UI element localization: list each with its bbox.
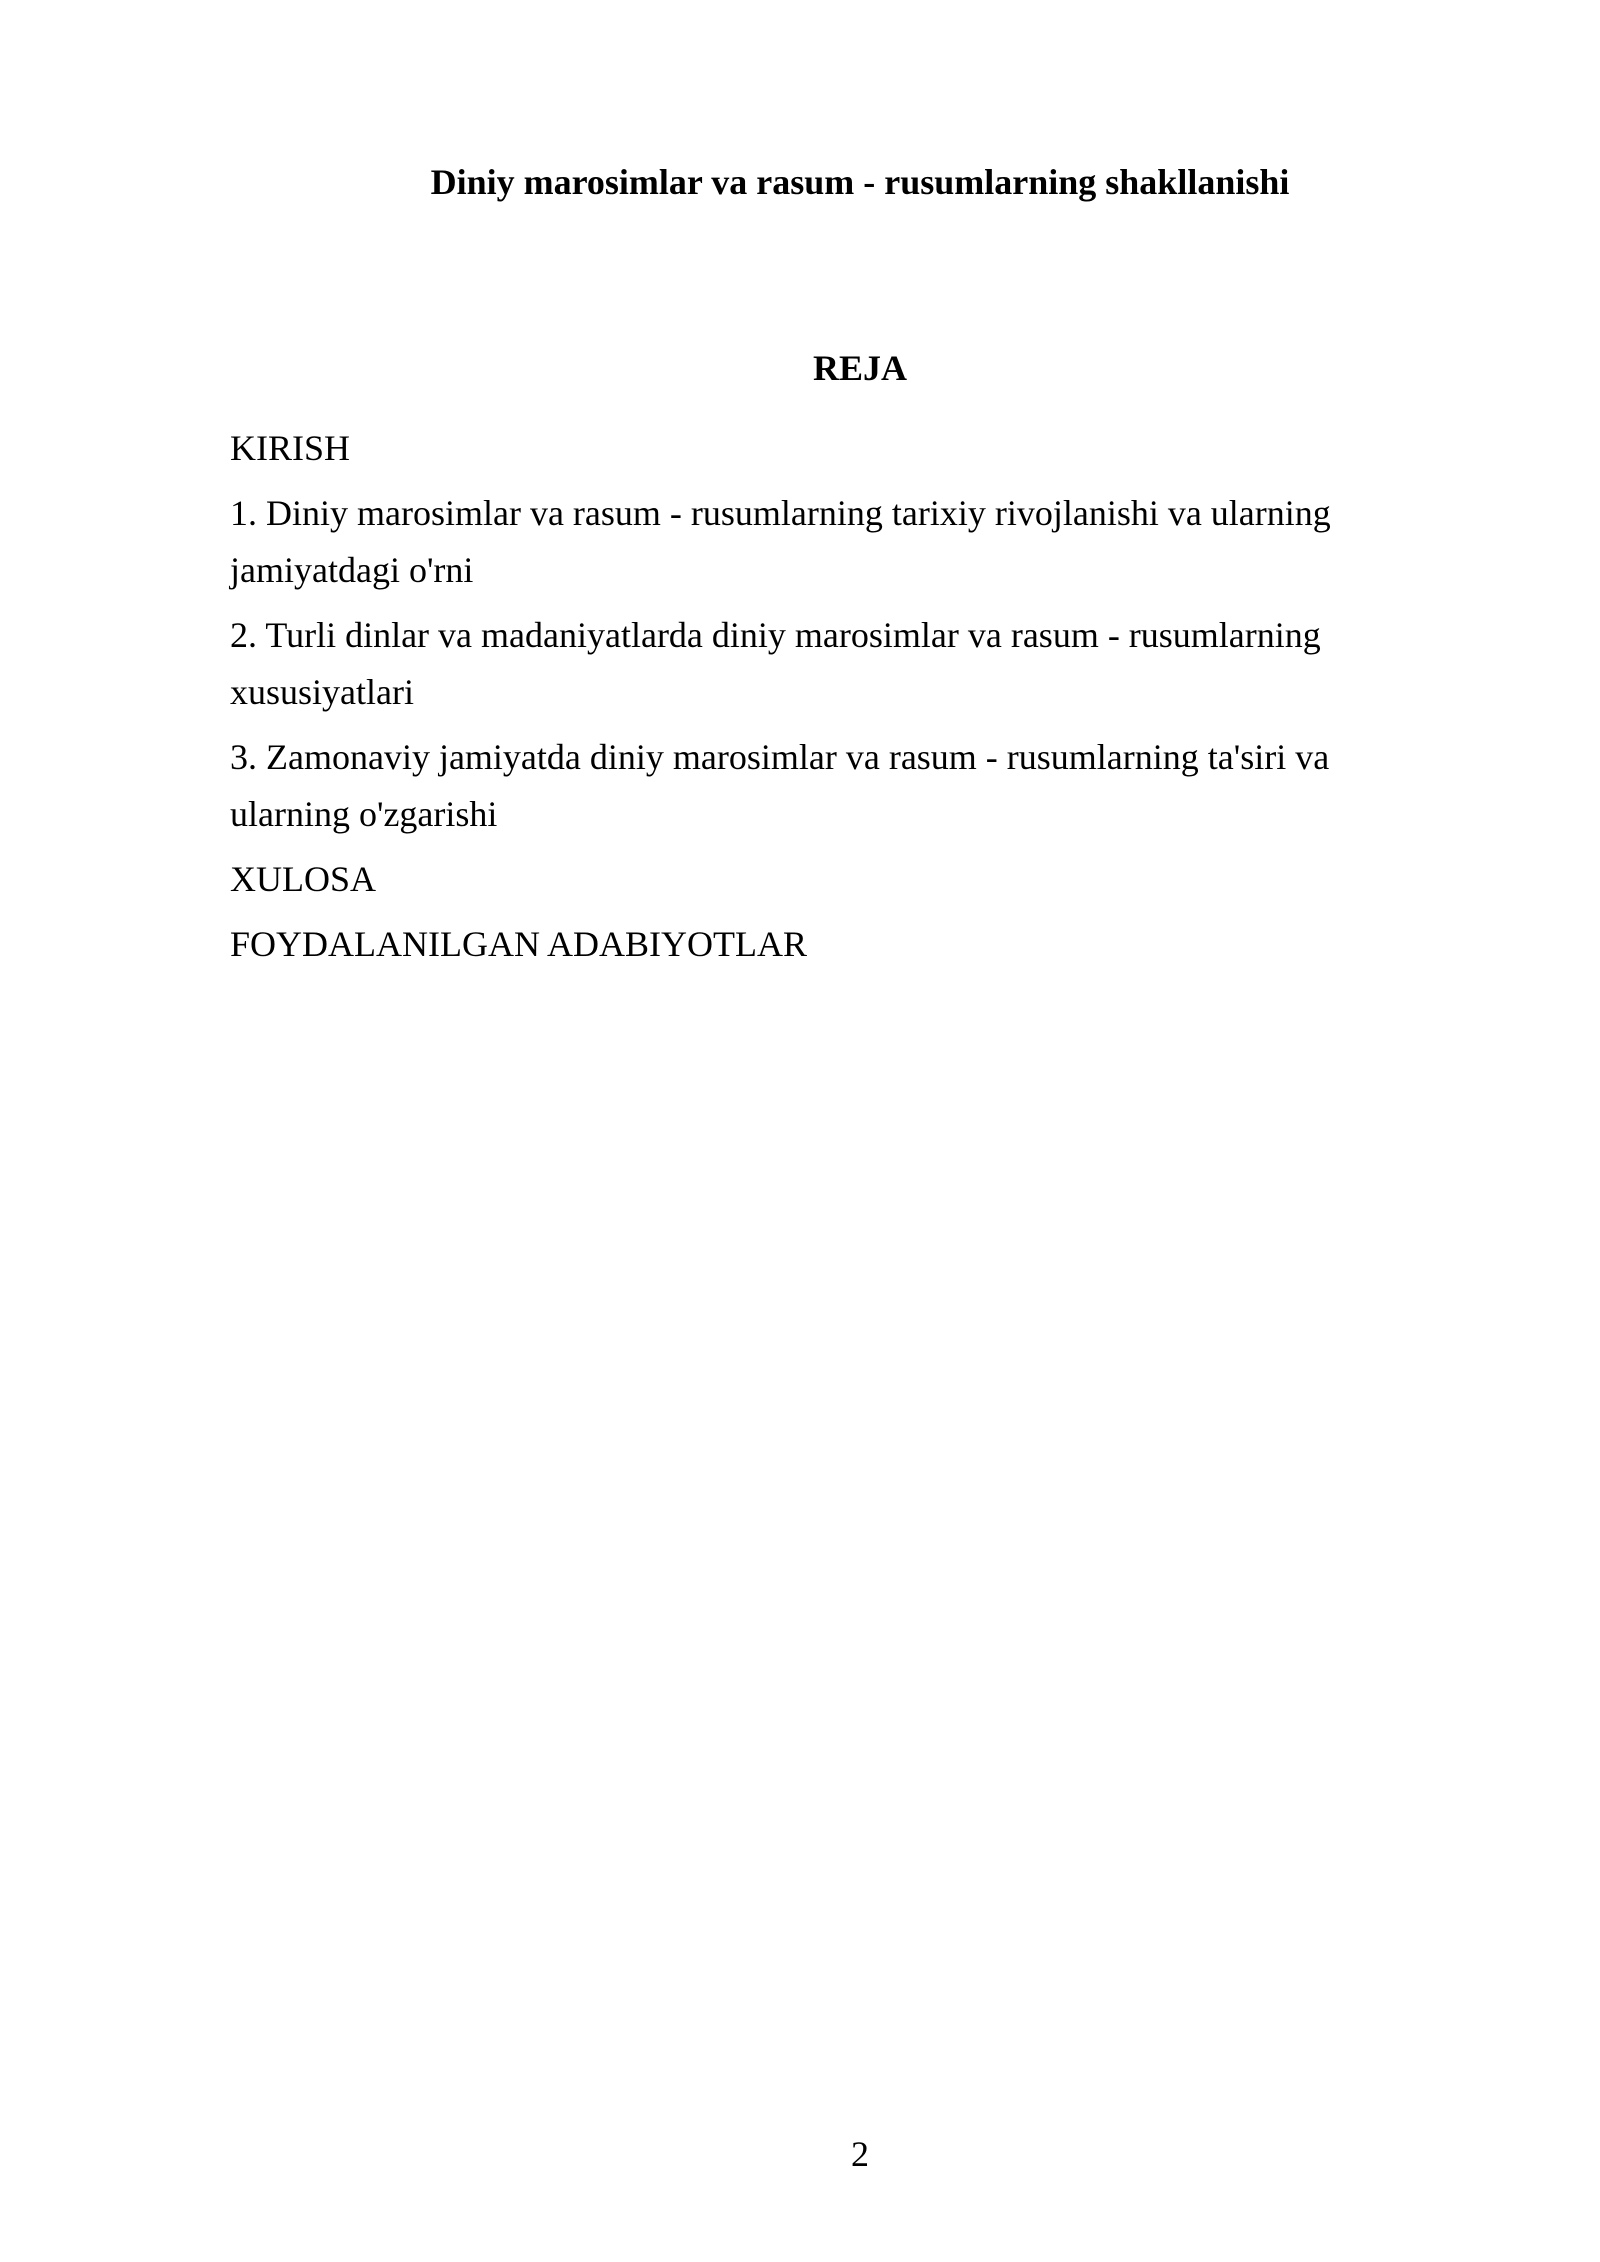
plan-heading: REJA	[812, 348, 907, 388]
plan-item-section-3: 3. Zamonaviy jamiyatda diniy marosimlar va rasum - rusumlarning ta'siri va ularning o'zgarishi	[230, 737, 1330, 834]
plan-item-section-2: 2. Turli dinlar va madaniyatlarda diniy marosimlar va rasum - rusumlarning xususiyatlari	[230, 615, 1321, 712]
page-number: 2	[851, 2134, 869, 2174]
plan-item-conclusion: XULOSA	[230, 859, 377, 899]
plan-item-introduction: KIRISH	[230, 428, 351, 468]
plan-list	[230, 420, 1400, 981]
document-title: Diniy marosimlar va rasum - rusumlarning shakllanishi	[430, 162, 1290, 202]
plan-item-references: FOYDALANILGAN ADABIYOTLAR	[230, 924, 807, 964]
plan-item-section-1: 1. Diniy marosimlar va rasum - rusumlarning tarixiy rivojlanishi va ularning jamiyatdagi o'rni	[230, 493, 1331, 590]
